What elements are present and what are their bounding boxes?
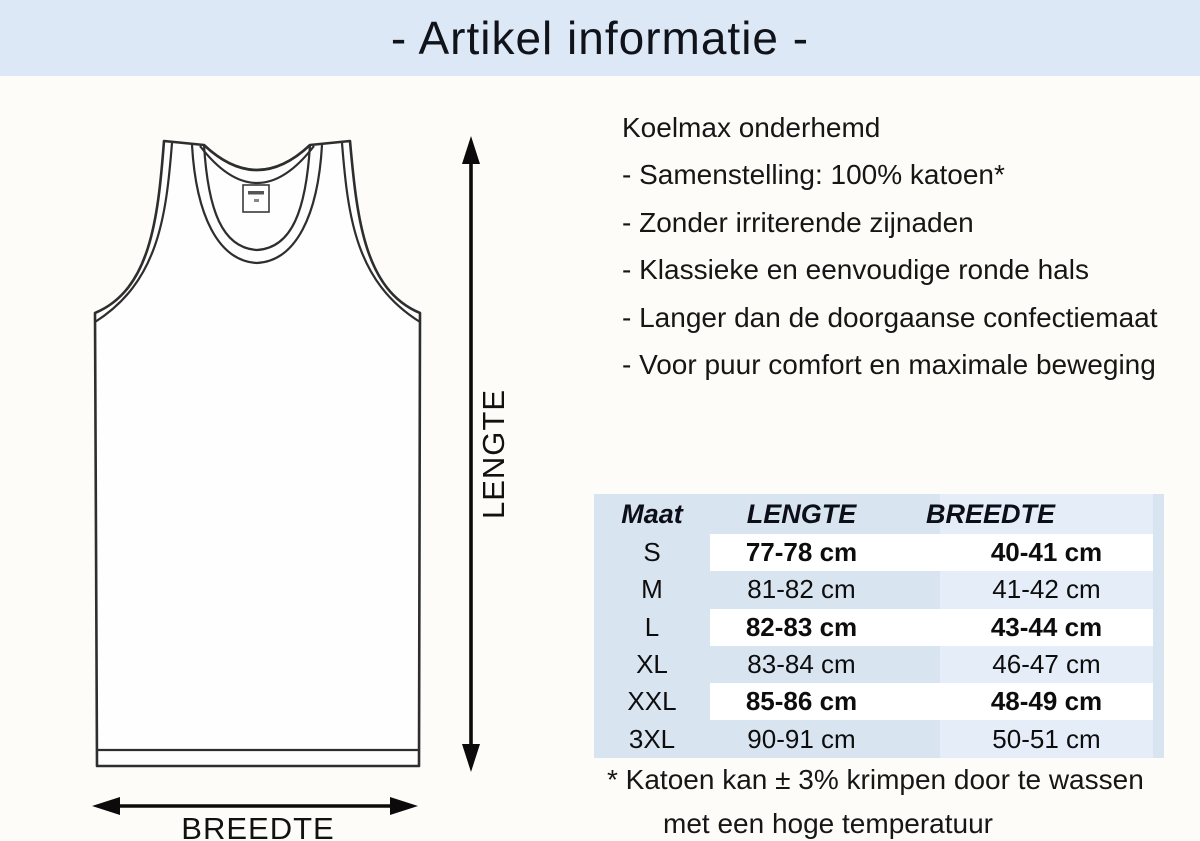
size-maat: XXL <box>627 686 677 717</box>
size-breedte: 43-44 cm <box>940 609 1153 646</box>
size-breedte: 48-49 cm <box>940 683 1153 720</box>
size-breedte: 40-41 cm <box>940 534 1153 571</box>
width-arrow-label: BREEDTE <box>181 811 335 841</box>
bullet-item: - Klassieke en eenvoudige ronde hals <box>622 254 1089 286</box>
tanktop-drawing <box>85 130 430 775</box>
size-lengte: 77-78 cm <box>710 534 893 571</box>
header-maat: Maat <box>621 498 683 529</box>
size-maat: S <box>643 537 661 568</box>
product-info <box>622 104 1200 388</box>
table-row <box>594 720 1164 757</box>
footnote-line1: * Katoen kan ± 3% krimpen door te wassen <box>607 764 1144 795</box>
tanktop-outline <box>95 141 420 766</box>
size-table <box>594 494 1164 758</box>
footnote-line2: met een hoge temperatuur <box>663 808 993 839</box>
bullet-item: - Zonder irriterende zijnaden <box>622 206 974 238</box>
size-breedte: 41-42 cm <box>940 571 1153 608</box>
size-lengte: 81-82 cm <box>747 574 856 605</box>
size-maat: M <box>641 574 663 605</box>
page-title: - Artikel informatie - <box>390 12 810 64</box>
header-lengte: LENGTE <box>746 498 857 529</box>
header-band <box>0 0 1200 76</box>
bullet-item: - Langer dan de doorgaanse confectiemaat <box>622 301 1158 333</box>
table-row <box>594 646 1164 683</box>
size-maat: 3XL <box>628 723 676 754</box>
size-lengte: 83-84 cm <box>747 649 856 680</box>
header-breedte: BREEDTE <box>940 494 1153 534</box>
size-lengte: 82-83 cm <box>710 609 893 646</box>
size-breedte: 46-47 cm <box>940 646 1153 683</box>
garment-label <box>243 185 269 212</box>
length-arrow-label: LENGTE <box>476 388 511 520</box>
size-maat: L <box>644 611 660 642</box>
product-title: Koelmax onderhemd <box>622 112 881 143</box>
bullet-item: - Samenstelling: 100% katoen* <box>622 159 1005 191</box>
size-breedte: 50-51 cm <box>940 720 1153 757</box>
table-row <box>594 571 1164 608</box>
size-lengte: 90-91 cm <box>747 723 856 754</box>
bullet-item: - Voor puur comfort en maximale beweging <box>622 349 1156 381</box>
size-maat: XL <box>636 649 668 680</box>
table-row <box>594 609 1164 646</box>
table-row <box>594 683 1164 720</box>
size-lengte: 85-86 cm <box>710 683 893 720</box>
table-header-row <box>594 494 1164 534</box>
table-row <box>594 534 1164 571</box>
